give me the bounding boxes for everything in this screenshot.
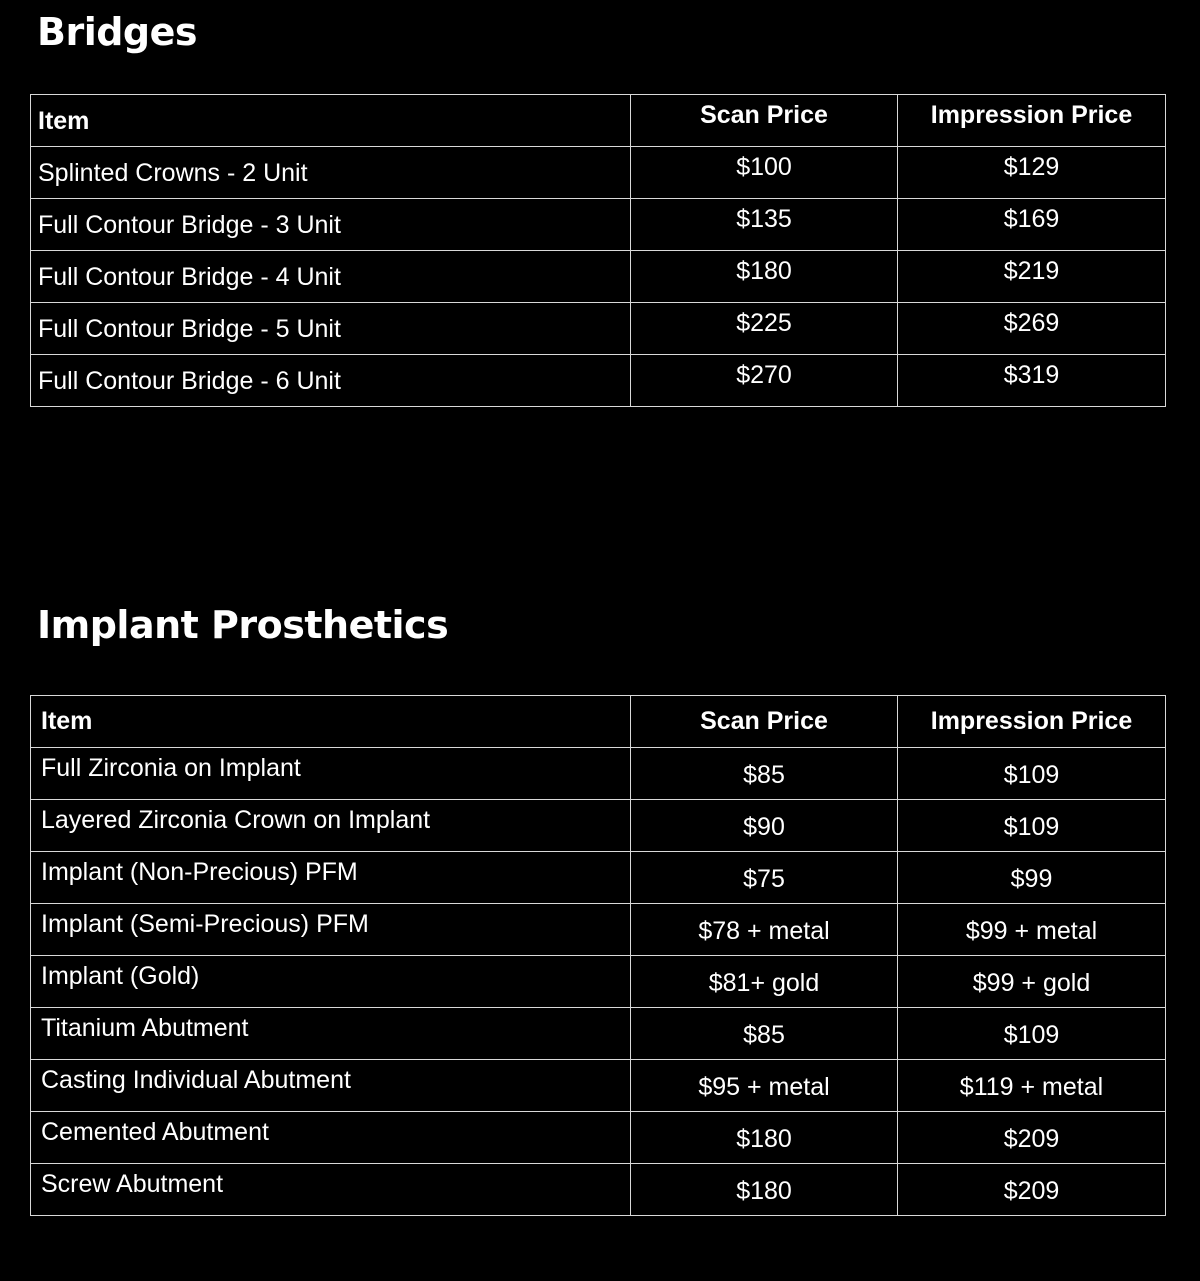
table-row — [31, 199, 1166, 251]
impression-price-cell: $319 — [898, 355, 1166, 407]
table-row — [31, 1008, 1166, 1060]
impression-price-cell: $99 + metal — [898, 904, 1166, 956]
impression-price-cell: $109 — [898, 800, 1166, 852]
table-row — [31, 355, 1166, 407]
table-row — [31, 748, 1166, 800]
item-cell: Implant (Non-Precious) PFM — [31, 852, 631, 904]
impression-price-cell: $109 — [898, 1008, 1166, 1060]
item-cell: Casting Individual Abutment — [31, 1060, 631, 1112]
impression-price-cell: $119 + metal — [898, 1060, 1166, 1112]
impression-price-cell: $99 + gold — [898, 956, 1166, 1008]
item-cell: Implant (Gold) — [31, 956, 631, 1008]
scan-price-cell: $225 — [631, 303, 898, 355]
impression-price-cell: $109 — [898, 748, 1166, 800]
bridges-section-title: Bridges — [37, 10, 198, 54]
table-row — [31, 904, 1166, 956]
impression-price-cell: $269 — [898, 303, 1166, 355]
implant-prosthetics-price-table — [30, 695, 1166, 1216]
scan-price-cell: $90 — [631, 800, 898, 852]
column-header-scan-price: Scan Price — [631, 696, 898, 748]
item-cell: Implant (Semi-Precious) PFM — [31, 904, 631, 956]
scan-price-cell: $95 + metal — [631, 1060, 898, 1112]
table-row — [31, 147, 1166, 199]
item-cell: Full Contour Bridge - 5 Unit — [31, 303, 631, 355]
item-cell: Screw Abutment — [31, 1164, 631, 1216]
column-header-item: Item — [31, 696, 631, 748]
scan-price-cell: $81+ gold — [631, 956, 898, 1008]
impression-price-cell: $209 — [898, 1164, 1166, 1216]
scan-price-cell: $180 — [631, 1112, 898, 1164]
bridges-price-table — [30, 94, 1166, 407]
scan-price-cell: $135 — [631, 199, 898, 251]
item-cell: Full Zirconia on Implant — [31, 748, 631, 800]
table-row — [31, 1112, 1166, 1164]
scan-price-cell: $85 — [631, 748, 898, 800]
scan-price-cell: $78 + metal — [631, 904, 898, 956]
impression-price-cell: $169 — [898, 199, 1166, 251]
scan-price-cell: $75 — [631, 852, 898, 904]
item-cell: Cemented Abutment — [31, 1112, 631, 1164]
item-cell: Layered Zirconia Crown on Implant — [31, 800, 631, 852]
impression-price-cell: $209 — [898, 1112, 1166, 1164]
table-row — [31, 303, 1166, 355]
column-header-item: Item — [31, 95, 631, 147]
table-header-row — [31, 95, 1166, 147]
impression-price-cell: $219 — [898, 251, 1166, 303]
table-row — [31, 1164, 1166, 1216]
column-header-impression-price: Impression Price — [898, 95, 1166, 147]
item-cell: Full Contour Bridge - 3 Unit — [31, 199, 631, 251]
scan-price-cell: $100 — [631, 147, 898, 199]
table-row — [31, 852, 1166, 904]
table-row — [31, 1060, 1166, 1112]
scan-price-cell: $180 — [631, 1164, 898, 1216]
item-cell: Full Contour Bridge - 6 Unit — [31, 355, 631, 407]
implant-prosthetics-section-title: Implant Prosthetics — [37, 603, 449, 647]
table-row — [31, 956, 1166, 1008]
column-header-impression-price: Impression Price — [898, 696, 1166, 748]
table-row — [31, 251, 1166, 303]
item-cell: Full Contour Bridge - 4 Unit — [31, 251, 631, 303]
scan-price-cell: $85 — [631, 1008, 898, 1060]
item-cell: Titanium Abutment — [31, 1008, 631, 1060]
impression-price-cell: $99 — [898, 852, 1166, 904]
impression-price-cell: $129 — [898, 147, 1166, 199]
table-row — [31, 800, 1166, 852]
table-header-row — [31, 696, 1166, 748]
scan-price-cell: $270 — [631, 355, 898, 407]
item-cell: Splinted Crowns - 2 Unit — [31, 147, 631, 199]
column-header-scan-price: Scan Price — [631, 95, 898, 147]
scan-price-cell: $180 — [631, 251, 898, 303]
